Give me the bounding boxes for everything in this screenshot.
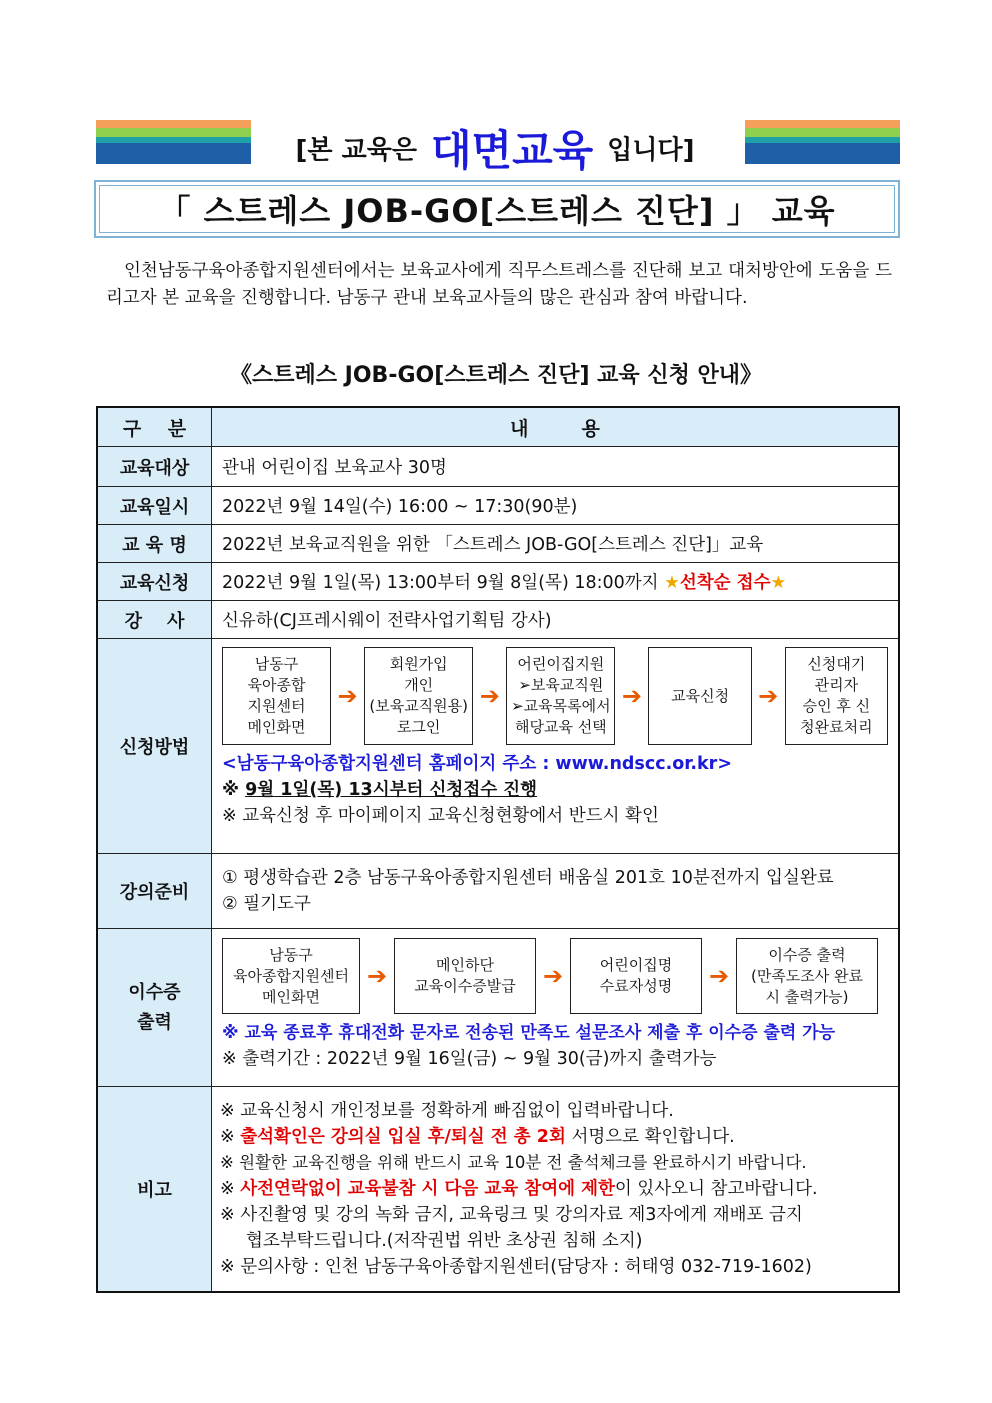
row-label-datetime: 교육일시 xyxy=(97,487,212,525)
row-value-method xyxy=(212,639,900,854)
row-label-name: 교 육 명 xyxy=(97,525,212,563)
banner xyxy=(260,118,730,175)
banner-emphasis: 대면교육 xyxy=(430,126,594,175)
flow-step-approval: 신청대기 관리자 승인 후 신 청완료처리 xyxy=(785,647,888,745)
section-subtitle: 《스트레스 JOB-GO[스트레스 진단] 교육 신청 안내》 xyxy=(230,363,762,388)
remark-3: ※ 원활한 교육진행을 위해 반드시 교육 10분 전 출석체크를 완료하시기 바랍니다. xyxy=(220,1152,807,1172)
apply-flow xyxy=(222,647,888,745)
arrow-right-icon: ➔ xyxy=(337,682,358,710)
table-row xyxy=(97,447,899,487)
remark-1: ※ 교육신청시 개인정보를 정확하게 빠짐없이 입력바랍니다. xyxy=(220,1100,674,1121)
arrow-right-icon: ➔ xyxy=(542,962,564,990)
table-header-row xyxy=(97,407,899,447)
first-come-badge: 선착순 접수 xyxy=(679,573,771,593)
arrow-right-icon: ➔ xyxy=(708,962,730,990)
banner-prefix: [본 교육은 xyxy=(295,135,417,166)
note-mark: ※ xyxy=(222,780,240,800)
table-row xyxy=(97,525,899,563)
flow-step-login: 회원가입 개인 (보육교직원용) 로그인 xyxy=(364,647,473,745)
arrow-right-icon: ➔ xyxy=(479,682,500,710)
right-stripe-decoration xyxy=(745,120,900,164)
cert-step-print: 이수증 출력 (만족도조사 완료 시 출력가능) xyxy=(736,938,878,1014)
table-row xyxy=(97,929,899,1087)
cert-note-1: ※ 교육 종료후 휴대전화 문자로 전송된 만족도 설문조사 제출 후 이수증 출력 가능 xyxy=(222,1023,836,1043)
cert-flow xyxy=(222,938,888,1014)
intro-paragraph xyxy=(106,258,892,312)
remark-6: ※ 문의사항 : 인천 남동구육아종합지원센터(담당자 : 허태영 032-719-1602) xyxy=(220,1256,812,1277)
row-value-target: 관내 어린이집 보육교사 30명 xyxy=(212,447,900,487)
arrow-right-icon: ➔ xyxy=(758,682,779,710)
info-table xyxy=(96,406,900,1293)
apply-period: 2022년 9월 1일(목) 13:00부터 9월 8일(목) 18:00까지 xyxy=(222,573,659,593)
remark-4-emphasis: 사전연락없이 교육불참 시 다음 교육 참여에 제한 xyxy=(240,1178,615,1199)
header-content: 내 용 xyxy=(212,407,900,447)
cert-note-2: ※ 출력기간 : 2022년 9월 16일(금) ~ 9월 30(금)까지 출력가능 xyxy=(222,1049,717,1069)
arrow-right-icon: ➔ xyxy=(366,962,388,990)
row-value-datetime: 2022년 9월 14일(수) 16:00 ~ 17:30(90분) xyxy=(212,487,900,525)
row-label-lecturer: 강 사 xyxy=(97,601,212,639)
remark-4-rest: 이 있사오니 참고바랍니다. xyxy=(614,1178,818,1199)
cert-step-issue: 메인하단 교육이수증발급 xyxy=(394,938,536,1014)
row-label-remarks: 비고 xyxy=(97,1087,212,1292)
cert-step-main: 남동구 육아종합지원센터 메인화면 xyxy=(222,938,360,1014)
remark-5-continued: 협조부탁드립니다.(저작권법 위반 초상권 침해 소지) xyxy=(246,1230,643,1251)
row-value-lecturer: 신유하(CJ프레시웨이 전략사업기획팀 강사) xyxy=(212,601,900,639)
remark-2 xyxy=(220,1124,890,1150)
row-label-target: 교육대상 xyxy=(97,447,212,487)
row-value-cert xyxy=(212,929,900,1087)
table-row xyxy=(97,487,899,525)
intro-text: 인천남동구육아종합지원센터에서는 보육교사에게 직무스트레스를 진단해 보고 대처방안에 도움을 드리고자 본 교육을 진행합니다. 남동구 관내 보육교사들의 많은 관심과 참여 바랍니다. xyxy=(106,261,892,308)
cert-label-1: 이수증 xyxy=(128,981,181,1003)
table-row xyxy=(97,601,899,639)
flow-step-apply: 교육신청 xyxy=(648,647,751,745)
method-note-1 xyxy=(222,777,888,803)
flow-step-main: 남동구 육아종합 지원센터 메인화면 xyxy=(222,647,331,745)
page-title: 「 스트레스 JOB-GO[스트레스 진단] 」 교육 xyxy=(99,185,895,233)
method-note-1-text: 9월 1일(목) 13시부터 신청접수 진행 xyxy=(245,780,538,800)
row-value-apply xyxy=(212,563,900,601)
cert-label-2: 출력 xyxy=(137,1011,172,1033)
method-note-2: ※ 교육신청 후 마이페이지 교육신청현황에서 반드시 확인 xyxy=(222,806,659,826)
row-value-name: 2022년 보육교직원을 위한 「스트레스 JOB-GO[스트레스 진단]」교육 xyxy=(212,525,900,563)
row-label-prep: 강의준비 xyxy=(97,854,212,929)
star-icon: ★ xyxy=(664,573,680,593)
table-row xyxy=(97,1087,899,1292)
remark-2-rest: 서명으로 확인합니다. xyxy=(571,1126,735,1147)
row-label-method: 신청방법 xyxy=(97,639,212,854)
row-value-remarks xyxy=(212,1087,900,1292)
cert-step-name: 어린이집명 수료자성명 xyxy=(570,938,702,1014)
arrow-right-icon: ➔ xyxy=(621,682,642,710)
left-stripe-decoration xyxy=(96,120,251,164)
prep-item-1: ① 평생학습관 2층 남동구육아종합지원센터 배움실 201호 10분전까지 입실완료 xyxy=(222,868,834,888)
remark-5: ※ 사진촬영 및 강의 녹화 금지, 교육링크 및 강의자료 제3자에게 재배포 금지 xyxy=(220,1204,803,1225)
remark-2-emphasis: 출석확인은 강의실 입실 후/퇴실 전 총 2회 xyxy=(240,1126,566,1147)
table-row xyxy=(97,639,899,854)
star-icon: ★ xyxy=(770,573,787,593)
note-mark: ※ xyxy=(220,1126,235,1147)
remark-4 xyxy=(220,1176,890,1202)
table-row xyxy=(97,563,899,601)
title-box xyxy=(94,180,900,238)
banner-suffix: 입니다] xyxy=(607,135,695,166)
prep-item-2: ② 필기도구 xyxy=(222,894,311,914)
homepage-link[interactable]: <남동구육아종합지원센터 홈페이지 주소 : www.ndscc.or.kr> xyxy=(222,754,732,774)
row-label-cert xyxy=(97,929,212,1087)
table-row xyxy=(97,854,899,929)
row-label-apply: 교육신청 xyxy=(97,563,212,601)
note-mark: ※ xyxy=(220,1178,235,1199)
flow-step-select: 어린이집지원 ➢보육교직원 ➢교육목록에서 해당교육 선택 xyxy=(506,647,615,745)
header-category: 구 분 xyxy=(97,407,212,447)
row-value-prep xyxy=(212,854,900,929)
